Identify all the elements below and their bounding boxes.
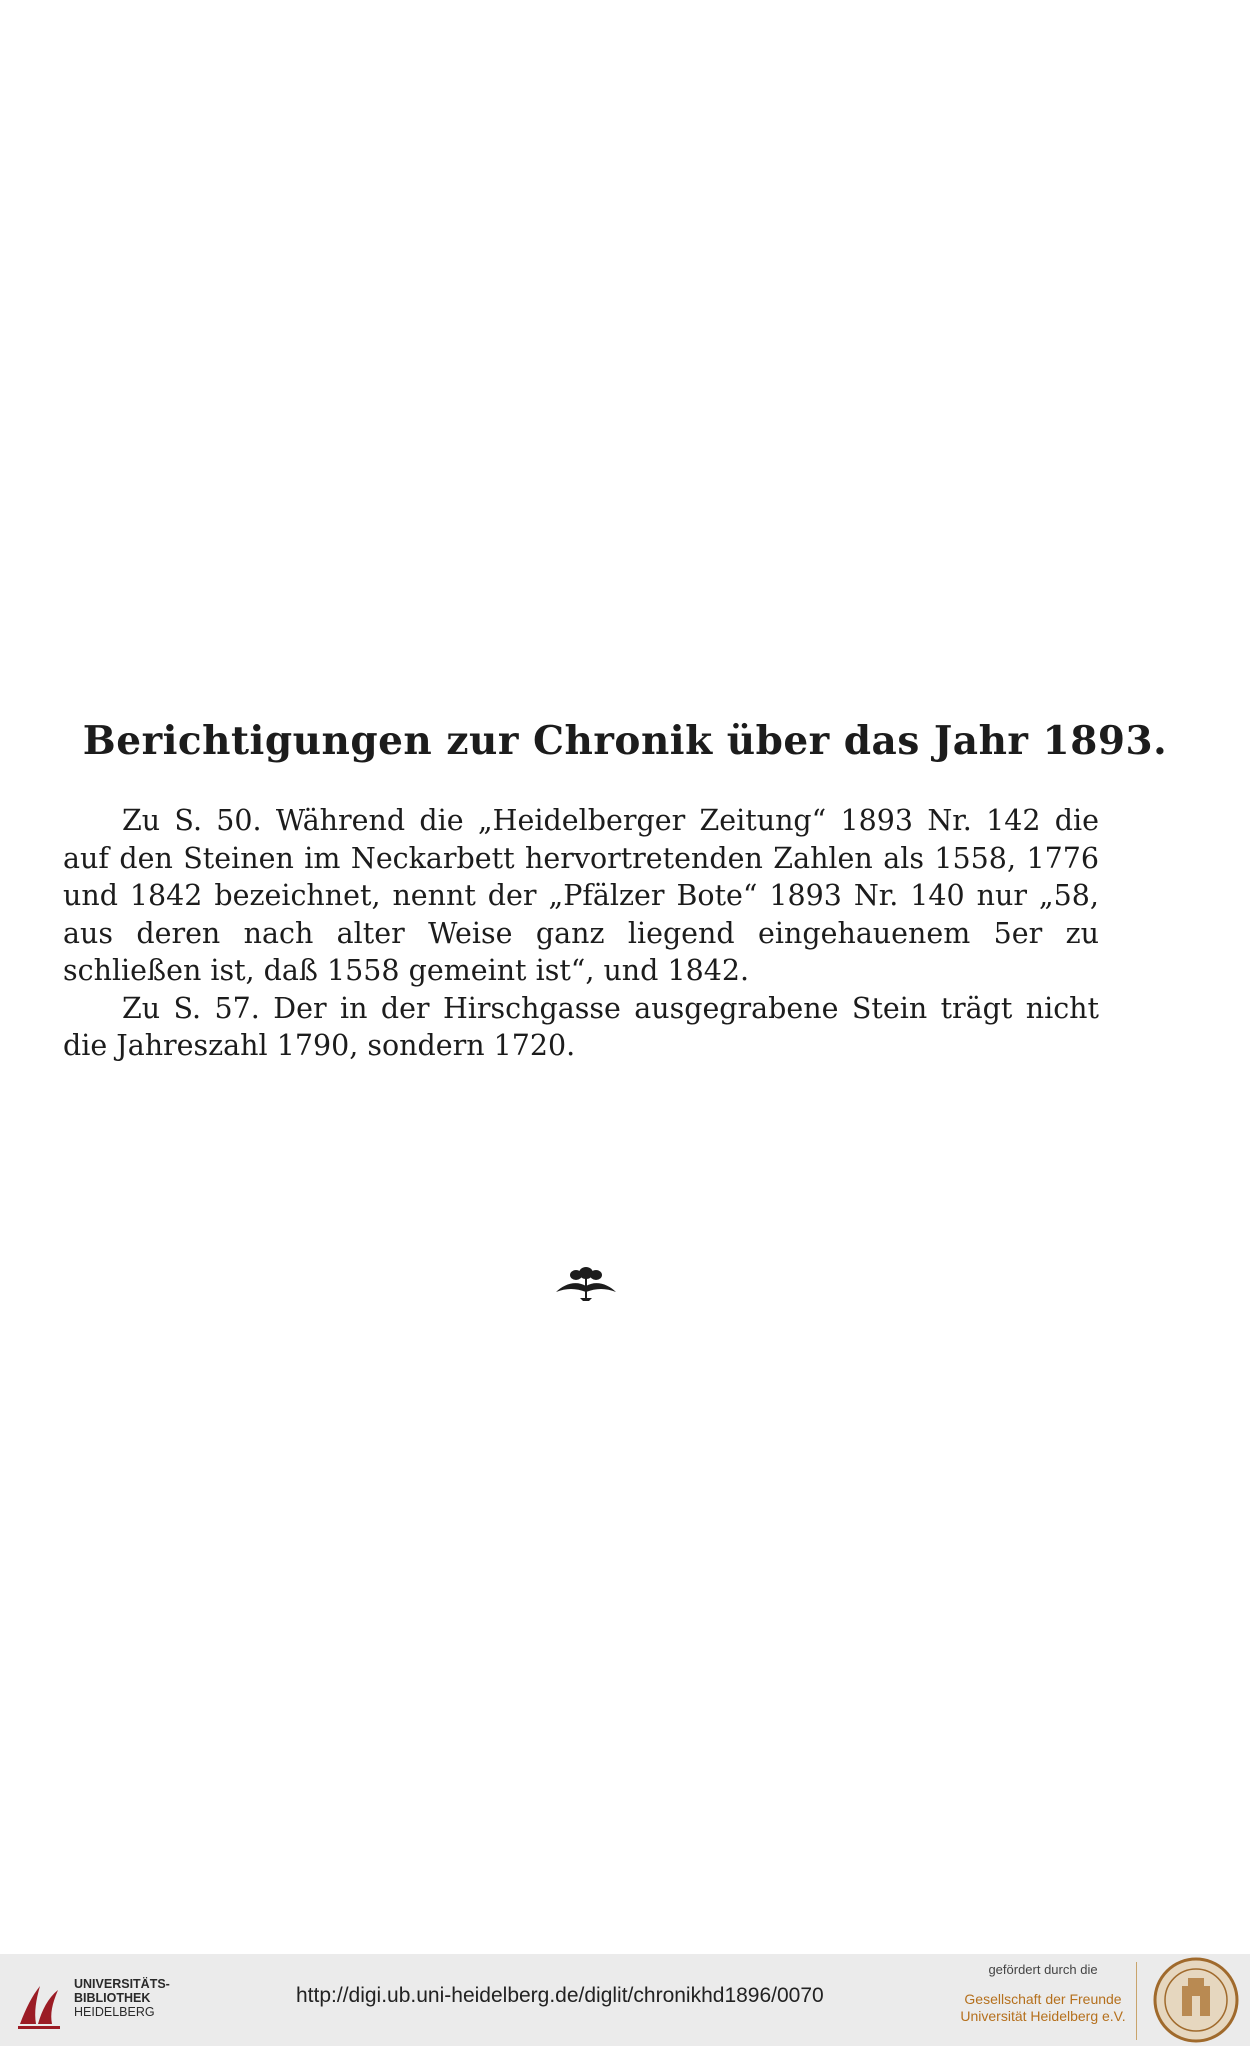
permalink-url[interactable]: http://digi.ub.uni-heidelberg.de/diglit/chronikhd1896/0070 — [296, 1984, 824, 2007]
sponsor-label: gefördert durch die — [988, 1962, 1098, 1977]
sponsor-block — [958, 1962, 1128, 2025]
sponsor-name-line: Universität Heidelberg e.V. — [960, 2008, 1126, 2024]
library-logo-icon — [10, 1978, 68, 2036]
library-name — [74, 1977, 170, 2019]
footer-bar — [0, 1954, 1250, 2046]
library-name-line: BIBLIOTHEK — [74, 1991, 151, 2005]
library-name-line: UNIVERSITÄTS- — [74, 1977, 170, 1991]
university-seal-icon — [1152, 1956, 1240, 2044]
floral-ornament-icon — [554, 1262, 618, 1302]
sponsor-name — [958, 1991, 1128, 2025]
paragraph: Zu S. 57. Der in der Hirschgasse ausgegrabene Stein trägt nicht die Jahreszahl 1790, sondern 1720. — [63, 991, 1099, 1062]
sponsor-name-line: Gesellschaft der Freunde — [964, 1991, 1122, 2007]
footer-divider — [1136, 1962, 1137, 2040]
paragraph: Zu S. 50. Während die „Heidelberger Zeitung“ 1893 Nr. 142 die auf den Steinen im Neckarbett hervortretenden Zahlen als 1558, 1776 und 1842 bezeichnet, nennt der „Pfälzer Bote“ 1893 Nr. 140 nur „58, aus deren nach alter Weise ganz liegend eingehauenem 5er zu schließen ist, daß 1558 gemeint ist“, und 1842. — [63, 804, 1099, 987]
library-name-line: HEIDELBERG — [74, 2005, 155, 2019]
body-text — [63, 802, 1099, 1065]
page-title: Berichtigungen zur Chronik über das Jahr 1893. — [82, 718, 1168, 764]
